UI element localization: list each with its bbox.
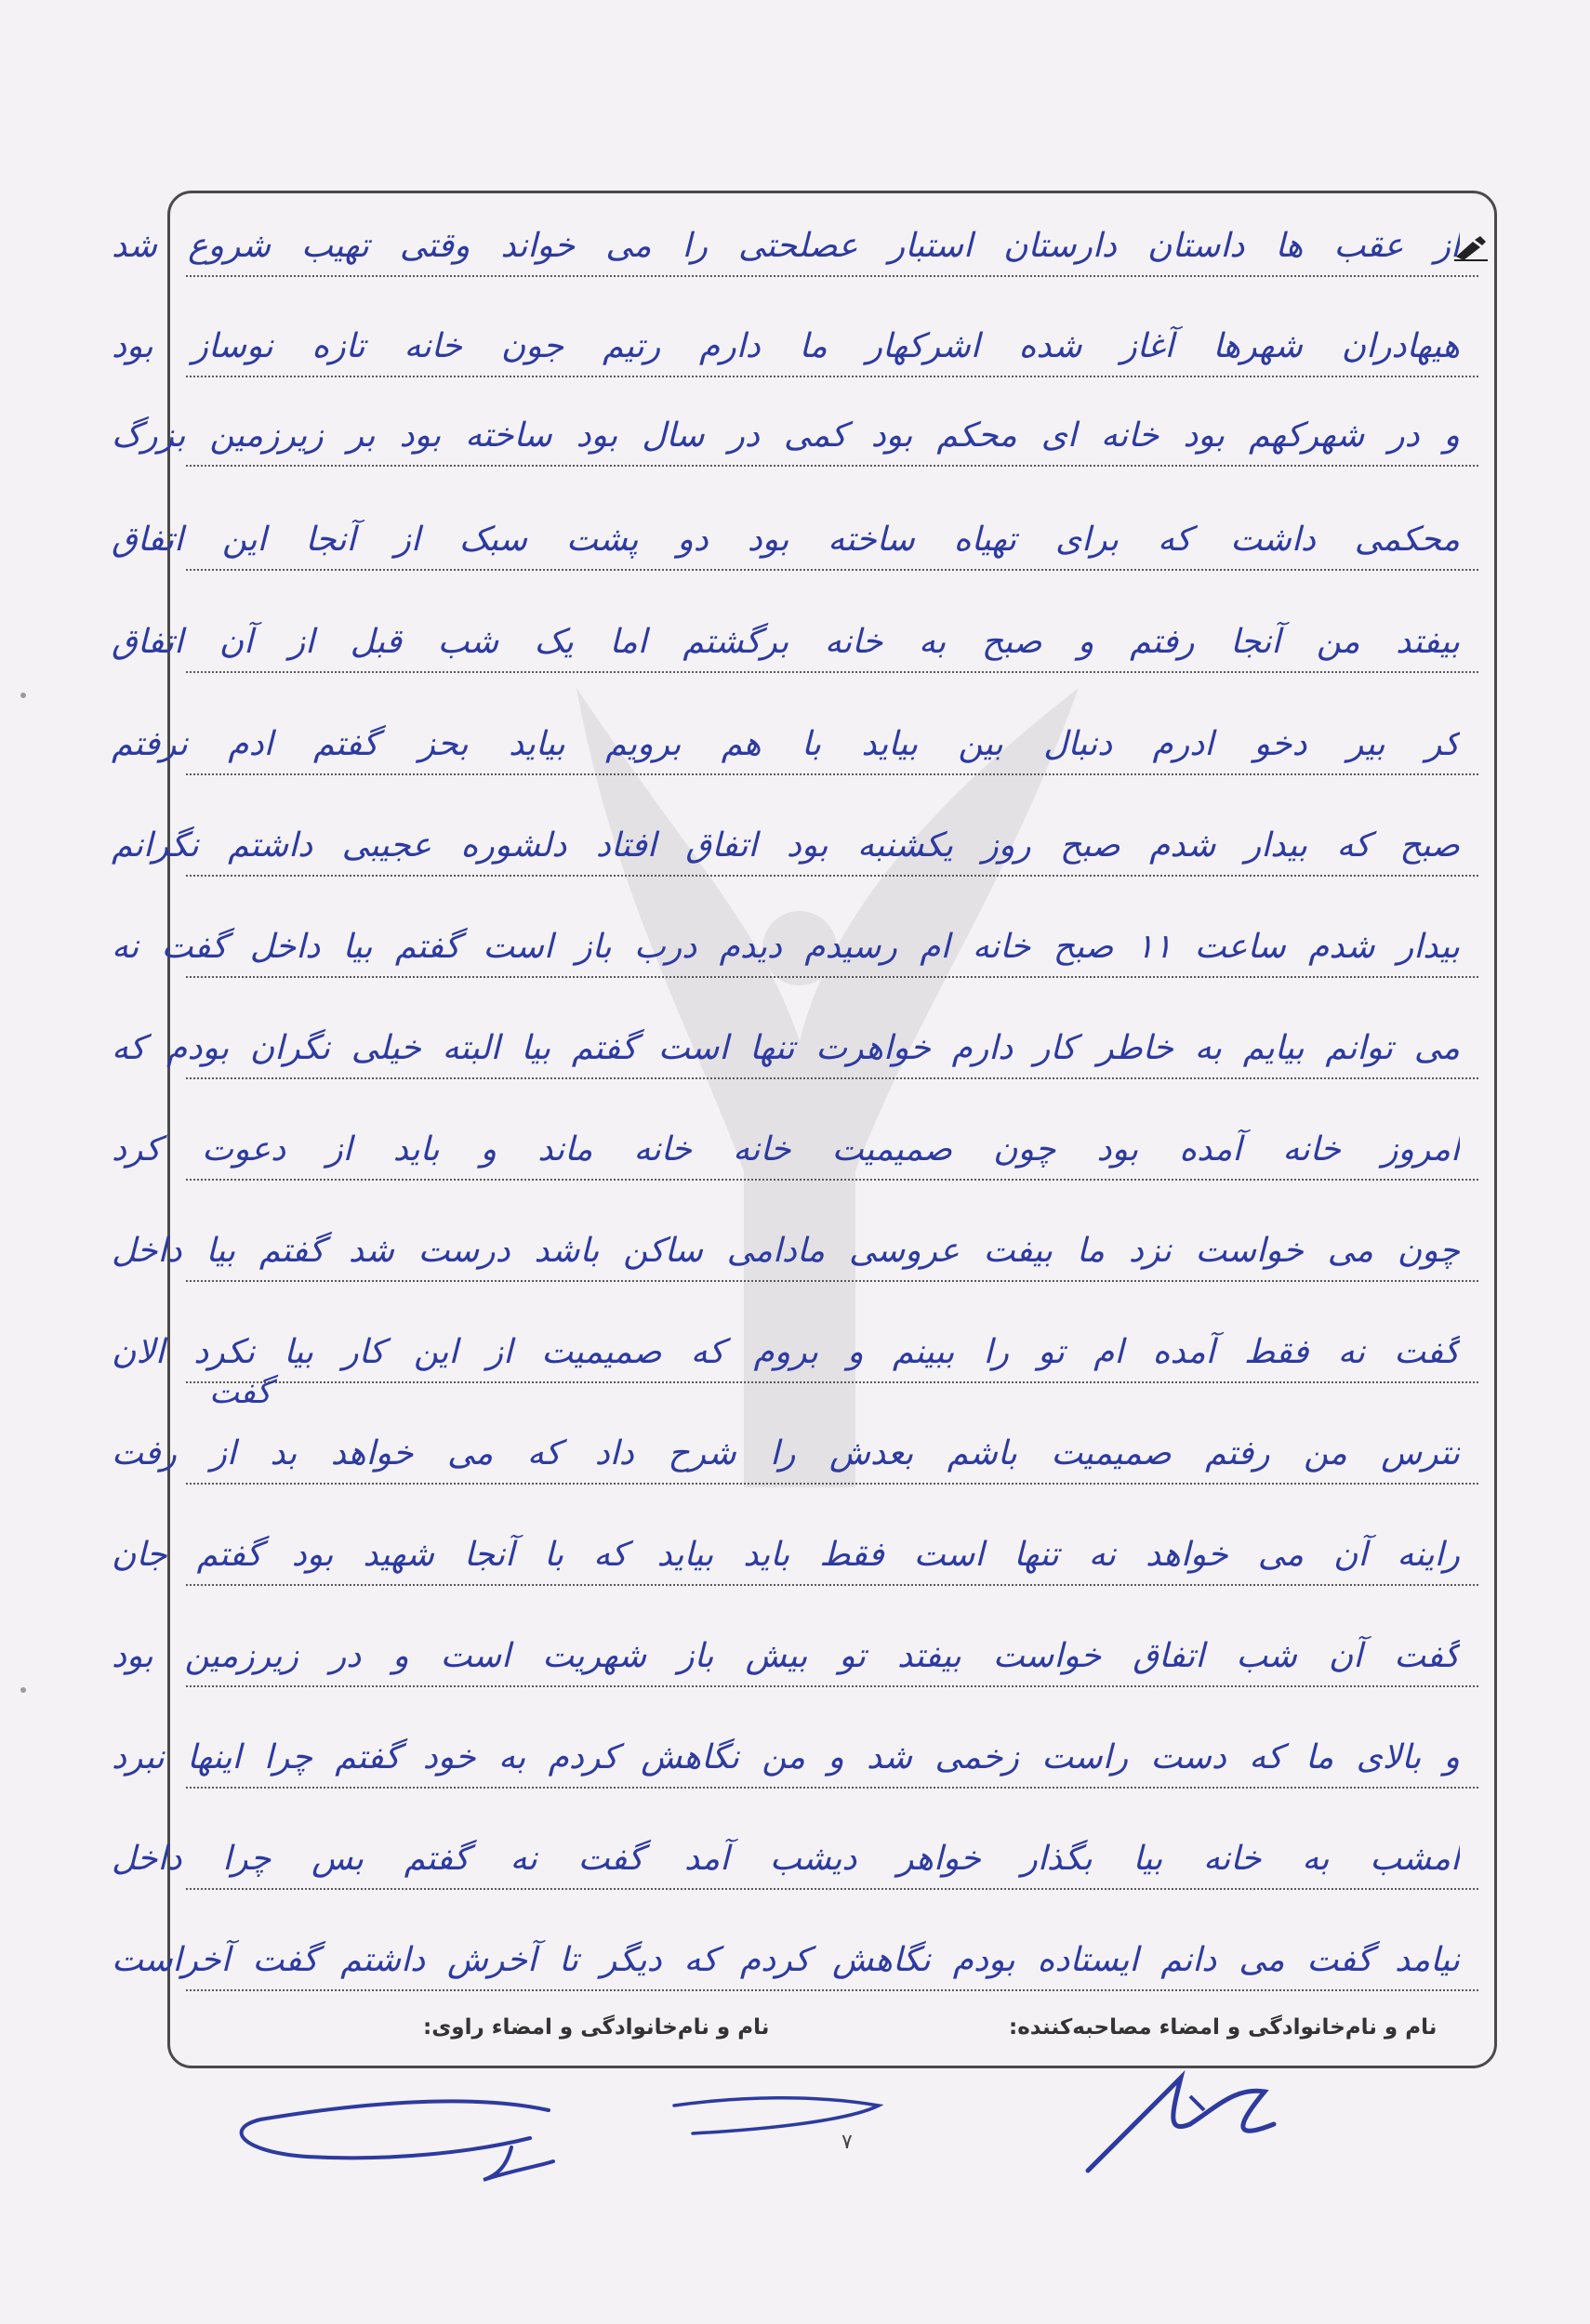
- handwritten-line: راینه آن می خواهد نه تنها است فقط باید بیاید که با آنجا شهید بود گفتم جان: [112, 1535, 1460, 1574]
- ruled-line: [112, 1697, 1478, 1789]
- ruled-line: [112, 480, 1478, 571]
- handwritten-line: می توانم بیایم به خاطر کار دارم خواهرت تنها است گفتم بیا البته خیلی نگران بودم که: [112, 1028, 1460, 1067]
- ruled-line: [112, 684, 1478, 775]
- page-number: ۷: [841, 2131, 853, 2154]
- handwritten-line: بیدار شدم ساعت ۱۱ صبح خانه ام رسیدم دیدم درب باز است گفتم بیا داخل گفت نه: [112, 927, 1460, 966]
- ruled-line: [112, 1495, 1478, 1586]
- ruled-line: [112, 988, 1478, 1079]
- ruled-line: [112, 1596, 1478, 1687]
- handwritten-line: چون می خواست نزد ما بیفت عروسی مادامی ساکن باشد درست شد گفتم بیا داخل: [112, 1231, 1460, 1270]
- narrator-signature-label: نام و نام‌خانوادگی و امضاء راوی:: [423, 2015, 770, 2040]
- interviewer-signature: [1079, 2068, 1292, 2180]
- ruled-line: [112, 1799, 1478, 1890]
- ruled-line: [112, 1393, 1478, 1485]
- handwritten-line: بیفتد من آنجا رفتم و صبح به خانه برگشتم اما یک شب قبل از آن اتفاق: [112, 622, 1460, 661]
- handwritten-line: کر بیر دخو ادرم دنبال بین بیاید با هم برویم بیاید بحز گفتم ادم نرفتم: [112, 724, 1460, 763]
- margin-note: گفت: [209, 1374, 272, 1411]
- handwritten-line: گفت آن شب اتفاق خواست بیفتد تو بیش باز شهریت است و در زیرزمین بود: [112, 1636, 1460, 1675]
- ruled-line: [112, 376, 1478, 467]
- handwritten-line: نیامد گفت می دانم ایستاده بودم نگاهش کردم که دیگر تا آخرش داشتم گفت آخراست: [112, 1940, 1460, 1979]
- handwritten-line: و در شهرکهم بود خانه ای محکم بود کمی در سال بود ساخته بود بر زیرزمین بزرگ: [112, 416, 1460, 455]
- interviewer-signature-label: نام و نام‌خانوادگی و امضاء مصاحبه‌کننده:: [1009, 2015, 1438, 2040]
- handwritten-line: محکمی داشت که برای تهیاه ساخته بود دو پشت سبک از آنجا این اتفاق: [112, 520, 1460, 559]
- ruled-line: [112, 786, 1478, 877]
- handwritten-line: امروز خانه آمده بود چون صمیمیت خانه خانه ماند و باید از دعوت کرد: [112, 1129, 1460, 1169]
- ruled-line: [112, 286, 1478, 377]
- handwritten-line: و بالای ما که دست راست زخمی شد و من نگاهش کردم به خود گفتم چرا اینها نبرد: [112, 1737, 1460, 1776]
- ruled-line: [112, 887, 1478, 978]
- ruled-line: [112, 1191, 1478, 1282]
- handwritten-line: هیهادران شهرها آغاز شده اشرکهار ما دارم رتیم جون خانه تازه نوساز بود: [112, 326, 1460, 365]
- narrator-signature: [232, 2082, 567, 2185]
- handwritten-line: گفت نه فقط آمده ام تو را ببینم و بروم که صمیمیت از این کار بیا نکرد الان: [112, 1332, 1460, 1371]
- handwritten-line: امشب به خانه بیا بگذار خواهر دیشب آمد گفت نه گفتم بس چرا داخل: [112, 1839, 1460, 1878]
- secondary-signature-stroke: [665, 2087, 888, 2161]
- handwritten-line: نترس من رفتم صمیمیت باشم بعدش را شرح داد که می خواهد بد از رفت: [112, 1433, 1460, 1472]
- handwritten-line: صبح که بیدار شدم صبح روز یکشنبه بود اتفاق افتاد دلشوره عجیبی داشتم نگرانم: [112, 825, 1460, 865]
- ruled-line: [112, 1900, 1478, 1991]
- ruled-line: [112, 1292, 1478, 1383]
- ruled-line: [112, 1089, 1478, 1181]
- ruled-line: [112, 186, 1478, 277]
- ruled-line: [112, 582, 1478, 673]
- handwritten-line: از عقب ها داستان دارستان استبار عصلحتی را می خواند وقتی تهیب شروع شد: [112, 226, 1460, 265]
